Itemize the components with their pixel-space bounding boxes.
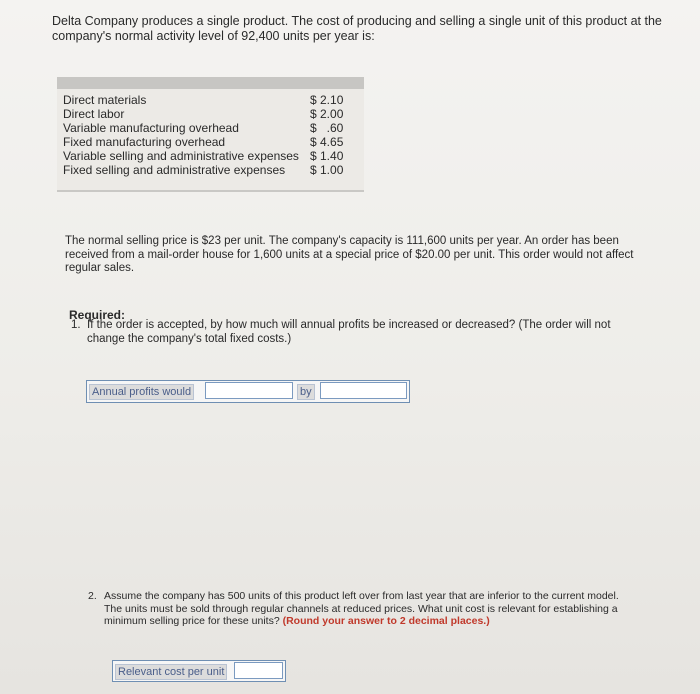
cost-label: Fixed selling and administrative expenses	[63, 163, 286, 177]
profit-amount-input[interactable]	[320, 382, 407, 399]
table-row	[63, 135, 359, 149]
question-text	[104, 590, 638, 628]
cost-label: Direct labor	[63, 107, 125, 121]
table-bottom-rule	[57, 190, 364, 192]
table-row	[63, 163, 359, 177]
cost-amount: $ 1.40	[310, 149, 344, 163]
cost-label: Direct materials	[63, 93, 147, 107]
answer-row-relevant-cost	[112, 660, 286, 682]
by-label: by	[297, 384, 315, 400]
cost-amount: $ 4.65	[310, 135, 344, 149]
scenario-paragraph: The normal selling price is $23 per unit. The company's capacity is 111,600 units per year. An order has been received from a mail-order house for 1,600 units at a special price of $20.00 per unit. This order would not affect regular sales.	[65, 235, 634, 274]
cost-label: Variable manufacturing overhead	[63, 121, 239, 135]
rounding-instruction: (Round your answer to 2 decimal places.)	[282, 615, 490, 627]
intro-text: Delta Company produces a single product. The cost of producing and selling a single unit of this product at the company's normal activity level of 92,400 units per year is:	[52, 14, 662, 43]
question-text: If the order is accepted, by how much will annual profits be increased or decreased? (The order will not change the company's total fixed costs.)	[87, 319, 611, 345]
cost-amount: $ 1.00	[310, 163, 344, 177]
cost-label: Fixed manufacturing overhead	[63, 135, 226, 149]
question-number: 1.	[71, 319, 81, 331]
table-row	[63, 121, 359, 135]
question-2	[88, 590, 638, 628]
answer-label: Relevant cost per unit	[115, 664, 227, 680]
cost-amount: $ 2.00	[310, 107, 344, 121]
cost-amount: $ 2.10	[310, 93, 344, 107]
table-row	[63, 107, 359, 121]
table-row	[63, 93, 359, 107]
table-header-bar	[57, 77, 364, 89]
required-heading: Required:	[69, 308, 126, 322]
cost-table	[57, 77, 364, 192]
profit-direction-select[interactable]	[205, 382, 293, 399]
question-number: 2.	[88, 590, 97, 602]
question-body: Assume the company has 500 units of this product left over from last year that are inferior to the current model. The units must be sold through regular channels at reduced prices. What unit cost is relevant for establishing a minimum selling price for these units?	[104, 590, 619, 627]
cost-amount: $ .60	[310, 121, 344, 135]
answer-label: Annual profits would	[89, 384, 194, 400]
table-row	[63, 149, 359, 163]
relevant-cost-input[interactable]	[234, 662, 283, 679]
cost-label: Variable selling and administrative expenses	[63, 149, 299, 163]
answer-row-profits	[86, 380, 410, 403]
question-1	[71, 319, 631, 346]
